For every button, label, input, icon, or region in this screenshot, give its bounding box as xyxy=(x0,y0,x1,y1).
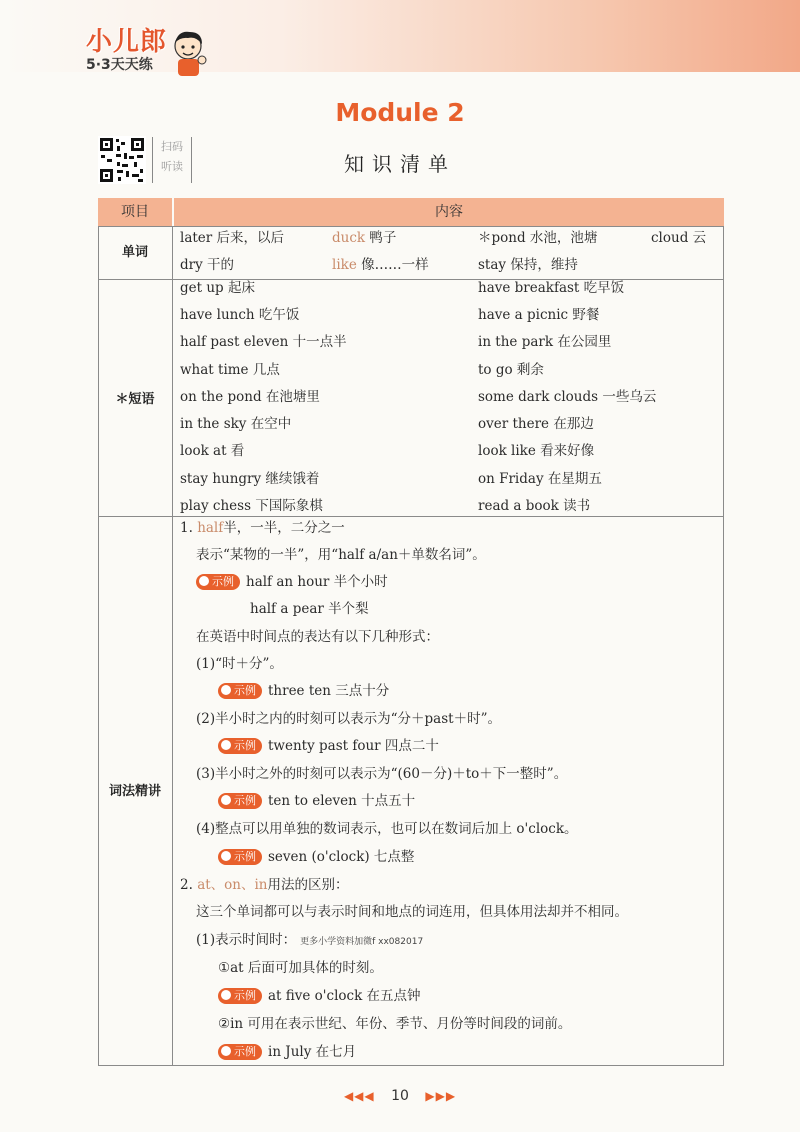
phrase-item: half past eleven 十一点半 xyxy=(180,334,347,350)
phrase-item: some dark clouds 一些乌云 xyxy=(478,389,657,405)
row-label-grammar: 词法精讲 xyxy=(108,784,161,799)
example-line: 示例 at five o'clock 在五点钟 xyxy=(218,986,421,1006)
knowledge-table xyxy=(98,198,724,1068)
section-title: 知识清单 xyxy=(344,152,456,176)
pencil-icon xyxy=(199,576,209,586)
example-badge: 示例 xyxy=(218,793,262,809)
phrase-item: look at 看 xyxy=(180,443,245,459)
word-cloud: cloud 云 xyxy=(651,230,707,246)
module-title: Module 2 xyxy=(335,98,465,127)
phrase-item: in the park 在公园里 xyxy=(478,334,612,350)
example-line: 示例 three ten 三点十分 xyxy=(218,681,389,701)
phrase-item: in the sky 在空中 xyxy=(180,416,292,432)
example-badge: 示例 xyxy=(218,1044,262,1060)
grammar-desc: 在英语中时间点的表达有以下几种形式： xyxy=(196,629,439,645)
example-badge: 示例 xyxy=(218,683,262,699)
phrase-item: over there 在那边 xyxy=(478,416,594,432)
grammar-sub: (2)半小时之内的时刻可以表示为“分＋past＋时”。 xyxy=(196,711,501,727)
grammar-sub: (4)整点可以用单独的数词表示，也可以在数词后加上 o'clock。 xyxy=(196,821,578,837)
pencil-icon xyxy=(221,740,231,750)
phrase-item: have a picnic 野餐 xyxy=(478,307,600,323)
scan-to-listen-label: 扫码 听读 xyxy=(152,137,192,183)
phrase-item: have breakfast 吃早饭 xyxy=(478,280,625,296)
grammar-point-prepositions: 2. at、on、in用法的区别： xyxy=(180,877,349,893)
phrase-item: what time 几点 xyxy=(180,362,280,378)
example-badge: 示例 xyxy=(218,849,262,865)
grammar-sub: (3)半小时之外的时刻可以表示为“(60－分)＋to＋下一整时”。 xyxy=(196,766,568,782)
phrase-item: stay hungry 继续饿着 xyxy=(180,471,320,487)
phrase-item: look like 看来好像 xyxy=(478,443,595,459)
grammar-point-half: 1. half半，一半，二分之一 xyxy=(180,520,345,536)
brand-name: 小儿郎 xyxy=(86,27,168,57)
word-later: later 后来，以后 xyxy=(180,230,285,246)
phrase-item: read a book 读书 xyxy=(478,498,591,514)
word-dry: dry 干的 xyxy=(180,257,235,273)
next-arrows-icon: ▶▶▶ xyxy=(425,1089,457,1103)
promo-note: 更多小学资料加微f xx082017 xyxy=(300,937,424,947)
example-line: 示例 half an hour 半个小时 xyxy=(196,572,388,592)
series-name: 5·3天天练 xyxy=(86,57,153,73)
phrase-item: play chess 下国际象棋 xyxy=(180,498,323,514)
word-like: like 像……一样 xyxy=(332,257,429,273)
grammar-desc: 表示“某物的一半”，用“half a/an＋单数名词”。 xyxy=(196,547,486,563)
example-badge: 示例 xyxy=(218,738,262,754)
word-duck: duck 鸭子 xyxy=(332,230,397,246)
example-line: half a pear 半个梨 xyxy=(250,601,369,617)
example-badge: 示例 xyxy=(218,988,262,1004)
example-line: 示例 twenty past four 四点二十 xyxy=(218,736,439,756)
mascot-boy-icon xyxy=(168,28,210,78)
prev-arrows-icon: ◀◀◀ xyxy=(343,1089,375,1103)
row-label-phrases: ＊短语 xyxy=(115,392,155,407)
phrase-item: on Friday 在星期五 xyxy=(478,471,602,487)
grammar-sub: ②in 可用在表示世纪、年份、季节、月份等时间段的词前。 xyxy=(218,1016,572,1032)
example-line: 示例 seven (o'clock) 七点整 xyxy=(218,847,414,867)
word-stay: stay 保持，维持 xyxy=(478,257,578,273)
page-number: 10 xyxy=(391,1088,409,1104)
pencil-icon xyxy=(221,1046,231,1056)
brand-logo xyxy=(86,28,167,74)
qr-code-icon[interactable] xyxy=(98,136,146,184)
pencil-icon xyxy=(221,795,231,805)
example-line: 示例 in July 在七月 xyxy=(218,1042,356,1062)
example-badge: 示例 xyxy=(196,574,240,590)
word-pond: ＊pond 水池，池塘 xyxy=(478,230,598,246)
example-line: 示例 ten to eleven 十点五十 xyxy=(218,791,415,811)
phrase-item: have lunch 吃午饭 xyxy=(180,307,300,323)
column-header-item: 项目 xyxy=(98,198,172,226)
pencil-icon xyxy=(221,990,231,1000)
pencil-icon xyxy=(221,685,231,695)
phrase-item: get up 起床 xyxy=(180,280,255,296)
grammar-sub: (1)“时＋分”。 xyxy=(196,656,283,672)
row-label-words: 单词 xyxy=(121,245,148,260)
phrase-item: on the pond 在池塘里 xyxy=(180,389,320,405)
pencil-icon xyxy=(221,851,231,861)
grammar-sub: ①at 后面可加具体的时刻。 xyxy=(218,960,383,976)
grammar-sub: (1)表示时间时： 更多小学资料加微f xx082017 xyxy=(196,932,424,948)
column-header-content: 内容 xyxy=(174,198,724,226)
page-footer xyxy=(0,1088,800,1104)
grammar-desc: 这三个单词都可以与表示时间和地点的词连用，但具体用法却并不相同。 xyxy=(196,904,628,920)
phrase-item: to go 剩余 xyxy=(478,362,544,378)
